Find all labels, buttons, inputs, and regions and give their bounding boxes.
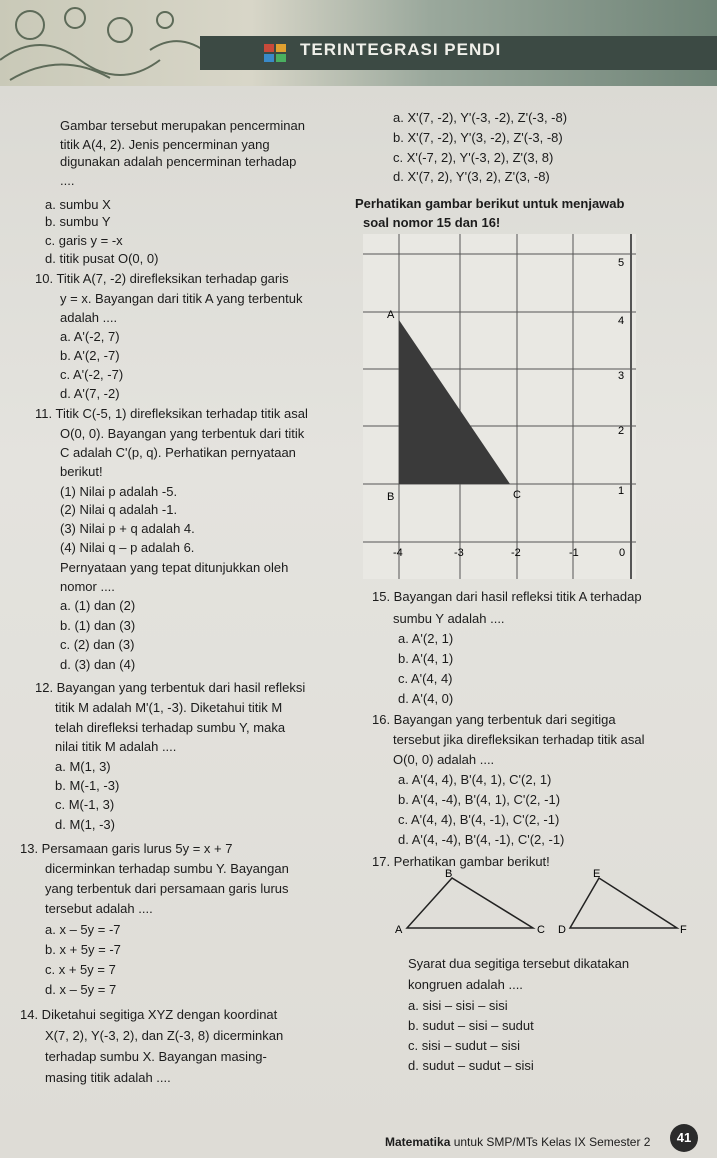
q14-option: b. X'(7, -2), Y'(3, -2), Z'(-3, -8): [393, 130, 563, 145]
x-tick-label: -4: [393, 547, 403, 559]
q9-option: d. titik pusat O(0, 0): [45, 251, 159, 266]
q17-option: d. sudut – sudut – sisi: [408, 1058, 534, 1073]
q9-option: a. sumbu X: [45, 197, 111, 212]
y-tick-label: 4: [618, 315, 625, 327]
q11-line: 11. Titik C(-5, 1) direfleksikan terhadap titik asal: [35, 406, 308, 421]
q14-option: a. X'(7, -2), Y'(-3, -2), Z'(-3, -8): [393, 110, 568, 125]
q13-line: dicerminkan terhadap sumbu Y. Bayangan: [45, 861, 289, 876]
footer-book-bold: Matematika: [385, 1135, 451, 1149]
q10-line: adalah ....: [60, 310, 118, 325]
q10-line: 10. Titik A(7, -2) direfleksikan terhadap garis: [35, 271, 289, 286]
q11-option: b. (1) dan (3): [60, 618, 136, 633]
q15-line: 15. Bayangan dari hasil refleksi titik A terhadap: [372, 589, 642, 604]
q16-option: b. A'(4, -4), B'(4, 1), C'(2, -1): [398, 792, 561, 807]
q11-line: C adalah C'(p, q). Perhatikan pernyataan: [60, 445, 296, 460]
q11-line: berikut!: [60, 464, 103, 479]
footer-book-rest: untuk SMP/MTs Kelas IX Semester 2: [450, 1135, 651, 1149]
x-tick-label: -1: [569, 547, 579, 559]
q13-option: b. x + 5y = -7: [45, 942, 121, 957]
q12-option: b. M(-1, -3): [55, 778, 120, 793]
vertex-label: D: [558, 924, 566, 936]
q14-line: terhadap sumbu X. Bayangan masing-: [45, 1049, 267, 1064]
q9-line: titik A(4, 2). Jenis pencerminan yang: [60, 137, 270, 152]
x-tick-label: -3: [454, 547, 464, 559]
q14-option: d. X'(7, 2), Y'(3, 2), Z'(3, -8): [393, 169, 550, 184]
vertex-label: B: [445, 868, 453, 880]
q15-line: sumbu Y adalah ....: [393, 611, 505, 626]
q12-line: titik M adalah M'(1, -3). Diketahui titik M: [55, 700, 283, 715]
page-number: 41: [670, 1124, 698, 1152]
x-tick-label: -2: [511, 547, 521, 559]
q15-option: a. A'(2, 1): [398, 631, 454, 646]
q17-option: a. sisi – sisi – sisi: [408, 998, 508, 1013]
q12-line: 12. Bayangan yang terbentuk dari hasil refleksi: [35, 680, 306, 695]
vertex-label: C: [537, 924, 545, 936]
q16-line: 16. Bayangan yang terbentuk dari segitiga: [372, 712, 616, 727]
y-tick-label: 1: [618, 485, 625, 497]
q10-option: d. A'(7, -2): [60, 386, 120, 401]
q10-option: a. A'(-2, 7): [60, 329, 120, 344]
q12-option: c. M(-1, 3): [55, 797, 115, 812]
q10-option: c. A'(-2, -7): [60, 367, 124, 382]
q11-line: O(0, 0). Bayangan yang terbentuk dari titik: [60, 426, 305, 441]
q12-line: nilai titik M adalah ....: [55, 739, 177, 754]
triangle-def: [570, 878, 677, 928]
point-label-b: B: [387, 491, 395, 503]
q12-option: a. M(1, 3): [55, 759, 111, 774]
q13-line: yang terbentuk dari persamaan garis lurus: [45, 881, 289, 896]
q15-option: d. A'(4, 0): [398, 691, 454, 706]
triangle-abc: [407, 878, 533, 928]
q15-option: b. A'(4, 1): [398, 651, 454, 666]
floral-decoration-icon: [0, 0, 230, 86]
vertex-label: F: [680, 924, 687, 936]
q14-line: X(7, 2), Y(-3, 2), dan Z(-3, 8) dicerminkan: [45, 1028, 284, 1043]
q9-line: digunakan adalah pencerminan terhadap: [60, 154, 297, 169]
point-label-a: A: [387, 309, 395, 321]
q11-statement: (3) Nilai p + q adalah 4.: [60, 521, 195, 536]
vertex-label: E: [593, 868, 601, 880]
coordinate-graph: [363, 234, 636, 579]
q11-line: Pernyataan yang tepat ditunjukkan oleh: [60, 560, 289, 575]
q14-line: masing titik adalah ....: [45, 1070, 171, 1085]
q9-line: Gambar tersebut merupakan pencerminan: [60, 118, 305, 133]
q13-line: tersebut adalah ....: [45, 901, 153, 916]
q17-line: Syarat dua segitiga tersebut dikatakan: [408, 956, 630, 971]
q15-option: c. A'(4, 4): [398, 671, 453, 686]
header-band: [0, 0, 717, 86]
y-tick-label: 5: [618, 257, 625, 269]
q16-option: a. A'(4, 4), B'(4, 1), C'(2, 1): [398, 772, 552, 787]
header-title: TERINTEGRASI PENDI: [300, 40, 502, 59]
graph-intro: Perhatikan gambar berikut untuk menjawab: [355, 196, 625, 211]
q13-option: d. x – 5y = 7: [45, 982, 117, 997]
vertex-label: A: [395, 924, 403, 936]
q17-title: 17. Perhatikan gambar berikut!: [372, 854, 550, 869]
y-tick-label: 3: [618, 370, 625, 382]
q16-line: tersebut jika direfleksikan terhadap titik asal: [393, 732, 645, 747]
q11-line: nomor ....: [60, 579, 115, 594]
q14-option: c. X'(-7, 2), Y'(-3, 2), Z'(3, 8): [393, 150, 554, 165]
q17-option: b. sudut – sisi – sudut: [408, 1018, 534, 1033]
y-tick-label: 2: [618, 425, 625, 437]
q17-line: kongruen adalah ....: [408, 977, 523, 992]
q11-option: d. (3) dan (4): [60, 657, 136, 672]
q11-statement: (2) Nilai q adalah -1.: [60, 502, 178, 517]
q11-option: a. (1) dan (2): [60, 598, 136, 613]
q13-line: 13. Persamaan garis lurus 5y = x + 7: [20, 841, 233, 856]
q10-line: y = x. Bayangan dari titik A yang terbentuk: [60, 291, 303, 306]
q11-statement: (1) Nilai p adalah -5.: [60, 484, 178, 499]
q13-option: a. x – 5y = -7: [45, 922, 121, 937]
q13-option: c. x + 5y = 7: [45, 962, 116, 977]
q9-line: ....: [60, 173, 75, 188]
q11-option: c. (2) dan (3): [60, 637, 135, 652]
graph-intro: soal nomor 15 dan 16!: [363, 215, 501, 230]
q12-option: d. M(1, -3): [55, 817, 115, 832]
q16-line: O(0, 0) adalah ....: [393, 752, 495, 767]
q17-option: c. sisi – sudut – sisi: [408, 1038, 520, 1053]
q14-line: 14. Diketahui segitiga XYZ dengan koordinat: [20, 1007, 278, 1022]
q9-option: b. sumbu Y: [45, 214, 111, 229]
q9-option: c. garis y = -x: [45, 233, 123, 248]
puzzle-icon: [262, 42, 288, 64]
q16-option: d. A'(4, -4), B'(4, -1), C'(2, -1): [398, 832, 565, 847]
x-tick-label: 0: [619, 547, 626, 559]
q16-option: c. A'(4, 4), B'(4, -1), C'(2, -1): [398, 812, 560, 827]
congruent-triangles: [395, 868, 695, 943]
q11-statement: (4) Nilai q – p adalah 6.: [60, 540, 195, 555]
footer-book-title: [385, 1135, 650, 1149]
point-label-c: C: [513, 489, 521, 501]
q10-option: b. A'(2, -7): [60, 348, 120, 363]
q12-line: telah direfleksi terhadap sumbu Y, maka: [55, 720, 286, 735]
